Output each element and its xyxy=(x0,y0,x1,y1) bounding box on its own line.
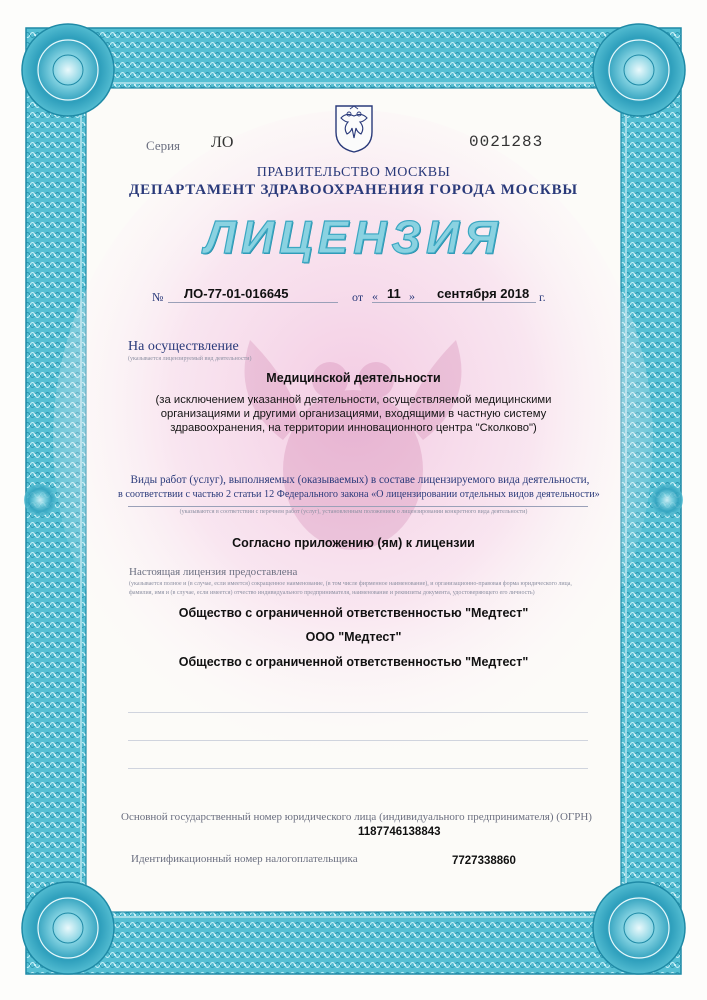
activity-label: На осуществление xyxy=(128,339,239,354)
activity-name: Медицинской деятельности xyxy=(266,371,441,385)
year-suffix: г. xyxy=(539,290,546,304)
number-label: № xyxy=(152,290,164,304)
coat-of-arms-icon xyxy=(333,104,375,154)
inn-label: Идентификационный номер налогоплательщика xyxy=(131,853,358,865)
works-value: Согласно приложению (ям) к лицензии xyxy=(232,536,475,550)
works-line-2: в соответствии с частью 2 статьи 12 Федерального закона «О лицензировании отдельных видов деятельности» xyxy=(118,489,600,500)
close-quote: » xyxy=(409,289,415,303)
grantee-firm-name: Общество с ограниченной ответственностью "Медтест" xyxy=(178,655,529,669)
works-hint: (указываются в соответствии с перечнем работ (услуг), установленным положением о лицензировании конкретного вида деятельности) xyxy=(179,509,528,515)
ogrn-label: Основной государственный номер юридического лица (индивидуального предпринимателя) (ОГРН) xyxy=(121,811,592,823)
activity-details: (за исключением указанной деятельности, осуществляемой медицинскими организациями и другими организациями, входящими в частную систему здравоохранения, на территории инновационного центра "Сколково") xyxy=(155,394,552,434)
open-quote: « xyxy=(372,289,378,303)
inn-value: 7727338860 xyxy=(452,855,516,867)
grantee-hint: (указывается полное и (в случае, если имеется) сокращенное наименование, (в том числе фирменное наименование), и организационно-правовая форма юридического лица, фамилия, имя и (в случае, если имеется) отчество индивидуального предпринимателя, наименование и реквизиты документа, удостоверяющего его личность) xyxy=(129,581,572,596)
series-label: Серия xyxy=(146,138,181,153)
grantee-full-name: Общество с ограниченной ответственностью "Медтест" xyxy=(178,606,529,620)
license-number: ЛО-77-01-016645 xyxy=(184,286,289,301)
license-day: 11 xyxy=(387,286,401,301)
grantee-intro: Настоящая лицензия предоставлена xyxy=(129,566,298,578)
grantee-short-name: ООО "Медтест" xyxy=(305,630,402,644)
blank-number: 0021283 xyxy=(469,133,544,151)
works-line-1: Виды работ (услуг), выполняемых (оказываемых) в составе лицензируемого вида деятельности, xyxy=(130,474,590,486)
series-value: ЛО xyxy=(211,134,234,151)
government-name: ПРАВИТЕЛЬСТВО МОСКВЫ xyxy=(256,165,451,180)
ogrn-value: 1187746138843 xyxy=(358,826,441,838)
document-title: ЛИЦЕНЗИЯ xyxy=(204,211,503,263)
from-label: от xyxy=(352,290,364,304)
license-month-year: сентября 2018 xyxy=(437,286,530,301)
department-name: ДЕПАРТАМЕНТ ЗДРАВООХРАНЕНИЯ ГОРОДА МОСКВЫ xyxy=(129,182,578,198)
activity-hint: (указывается лицензируемый вид деятельности) xyxy=(128,356,252,362)
